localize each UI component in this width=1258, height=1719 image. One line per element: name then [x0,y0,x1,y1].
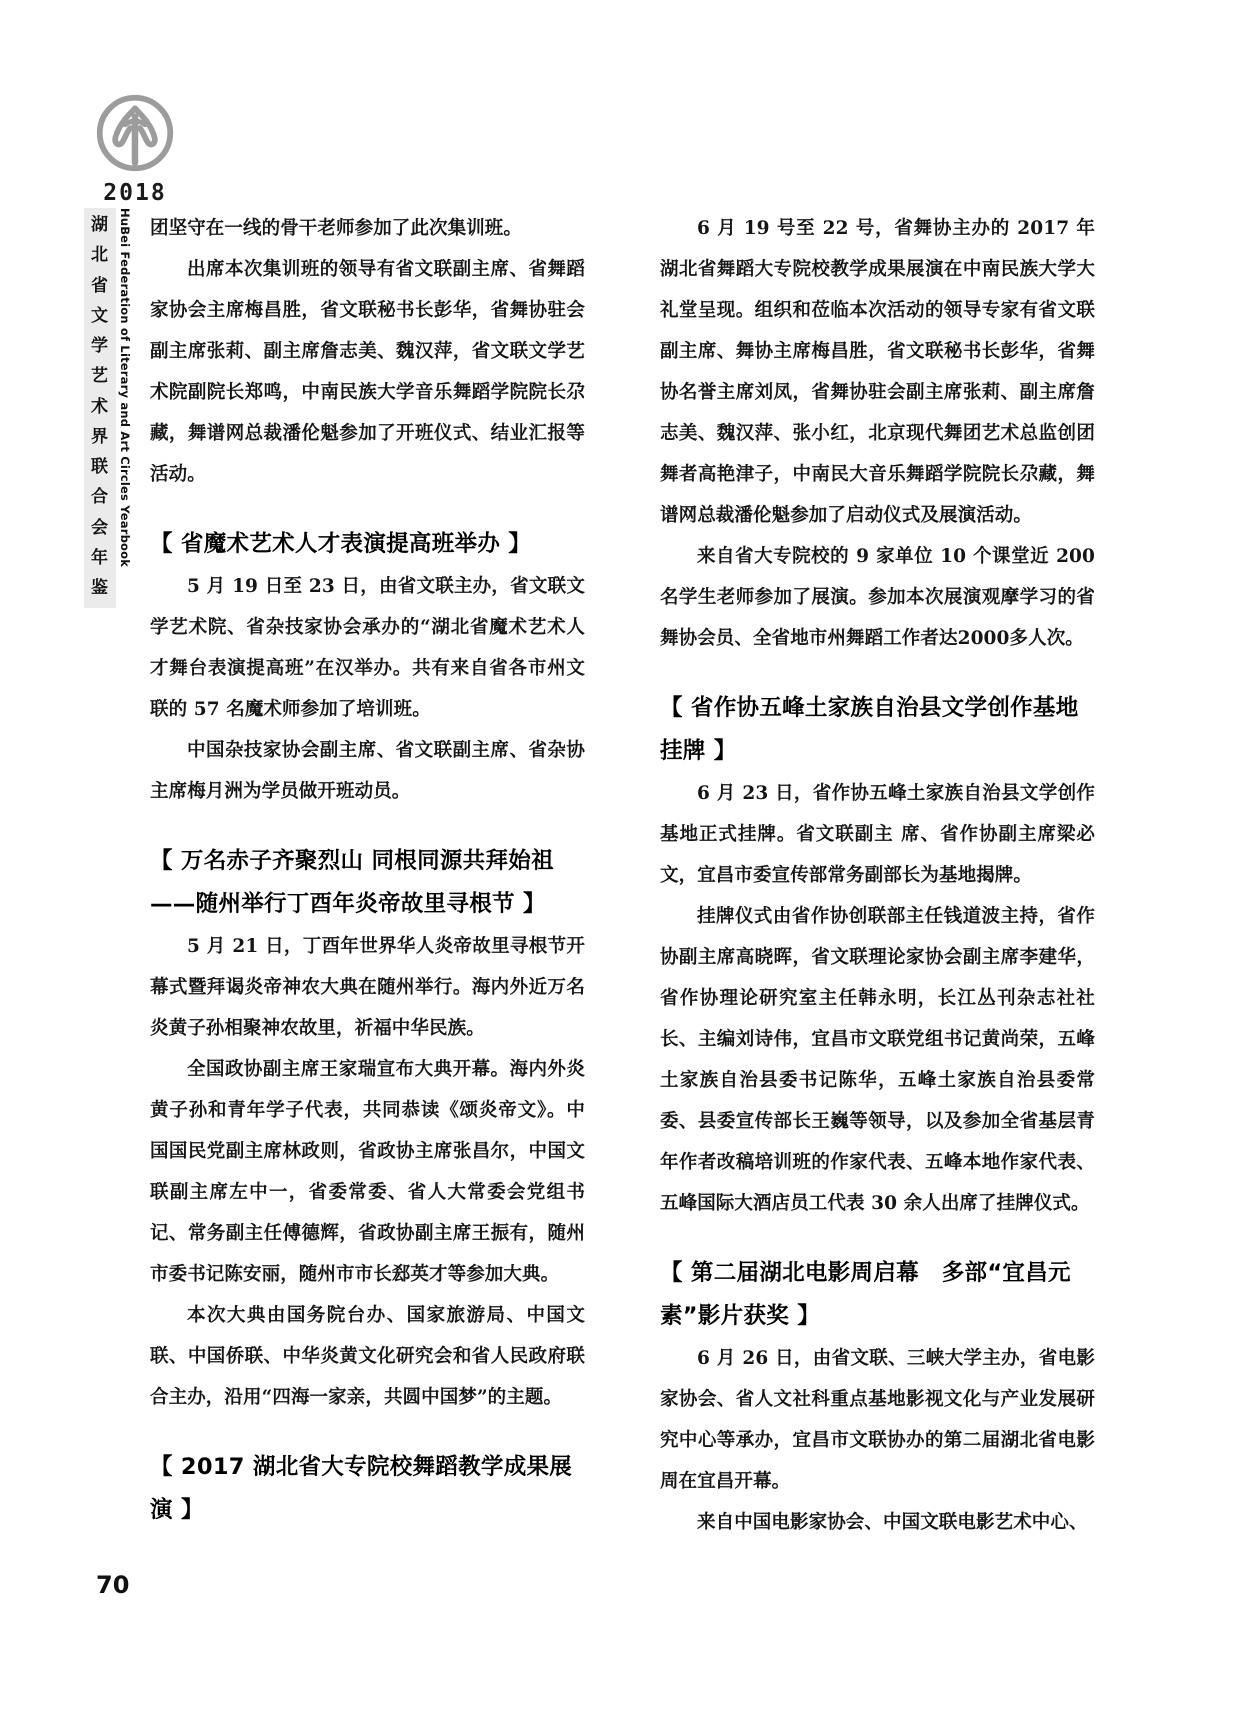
running-head-char-6: 术 [91,396,108,417]
body-paragraph: 6 月 19 号至 22 号，省舞协主办的 2017 年湖北省舞蹈大专院校教学成果展演在中南民族大学大礼堂呈现。组织和莅临本次活动的领导专家有省文联副主席、舞协主席梅昌胜，省文联秘书长彭华，省舞协名誉主席刘凤，省舞协驻会副主席张莉、副主席詹志美、魏汉萍、张小红，北京现代舞团艺术总监创团舞者高艳津子，中南民大音乐舞蹈学院院长尕藏，舞谱网总裁潘伦魁参加了启动仪式及展演活动。 [660,218,1095,526]
running-head-english-wrap [115,208,134,608]
running-head-chinese [84,208,115,603]
body-paragraph: 团坚守在一线的骨干老师参加了此次集训班。 [150,218,523,239]
page-number: 70 [96,1571,130,1599]
vertical-running-head [84,208,136,608]
heading-spacer [150,1418,585,1446]
body-paragraph: 来自中国电影家协会、中国文联电影艺术中心、 [697,1512,1088,1533]
body-paragraph: 5 月 19 日至 23 日，由省文联主办，省文联文学艺术院、省杂技家协会承办的“湖北省魔术艺术人才舞台表演提高班”在汉举办。共有来自省各市州文联的 57 名魔术师参加了培训班。 [150,576,585,720]
hubei-federation-emblem-icon [94,92,176,174]
heading-spacer [660,659,1095,687]
running-head-char-0: 湖 [91,215,108,235]
running-head-char-5: 艺 [91,366,108,387]
running-head-char-11: 年 [91,547,108,568]
running-head-char-12: 鉴 [91,578,108,598]
section-heading: 【 2017 湖北省大专院校舞蹈教学成果展演 】 [150,1454,573,1523]
text-column-left [150,208,585,1532]
running-head-char-7: 界 [91,426,108,447]
body-paragraph: 6 月 23 日，省作协五峰土家族自治县文学创作基地正式挂牌。省文联副主 席、省作协副主席梁必文，宜昌市委宣传部常务副部长为基地揭牌。 [660,783,1095,886]
section-heading: 【 万名赤子齐聚烈山 同根同源共拜始祖——随州举行丁酉年炎帝故里寻根节 】 [150,848,554,917]
body-paragraph: 中国杂技家协会副主席、省文联副主席、省杂协主席梅月洲为学员做开班动员。 [150,740,585,802]
heading-spacer [150,812,585,840]
section-heading: 【 省作协五峰土家族自治县文学创作基地挂牌 】 [660,695,1079,764]
body-paragraph: 6 月 26 日，由省文联、三峡大学主办，省电影家协会、省人文社科重点基地影视文化与产业发展研究中心等承办，宜昌市文联协办的第二届湖北省电影周在宜昌开幕。 [660,1348,1095,1492]
section-heading: 【 省魔术艺术人才表演提高班举办 】 [150,531,532,557]
heading-spacer [150,495,585,523]
running-head-english: HuBei Federation of Literary and Art Circles Yearbook [117,208,132,568]
section-heading: 【 第二届湖北电影周启幕 多部“宜昌元素”影片获奖 】 [660,1260,1071,1329]
body-paragraph: 出席本次集训班的领导有省文联副主席、省舞蹈家协会主席梅昌胜，省文联秘书长彭华，省舞协驻会副主席张莉、副主席詹志美、魏汉萍，省文联文学艺术院副院长郑鸣，中南民族大学音乐舞蹈学院院长尕藏，舞谱网总裁潘伦魁参加了开班仪式、结业汇报等活动。 [150,259,585,485]
running-head-char-1: 北 [91,245,108,266]
body-paragraph: 全国政协副主席王家瑞宣布大典开幕。海内外炎黄子孙和青年学子代表，共同恭读《颂炎帝文》。中国国民党副主席林政则，省政协主席张昌尔，中国文联副主席左中一，省委常委、省人大常委会党组书记、常务副主任傅德辉，省政协副主席王振有，随州市委书记陈安丽，随州市市长郄英才等参加大典。 [150,1059,585,1285]
masthead [70,92,200,206]
body-paragraph: 5 月 21 日，丁酉年世界华人炎帝故里寻根节开幕式暨拜谒炎帝神农大典在随州举行。海内外近万名炎黄子孙相聚神农故里，祈福中华民族。 [150,936,585,1039]
running-head-char-2: 省 [91,275,108,296]
body-paragraph: 挂牌仪式由省作协创联部主任钱道波主持，省作协副主席高晓晖，省文联理论家协会副主席李建华，省作协理论研究室主任韩永明，长江丛刊杂志社社长、主编刘诗伟，宜昌市文联党组书记黄尚荣，五峰土家族自治县委书记陈华，五峰土家族自治县委常委、县委宣传部长王巍等领导，以及参加全省基层青年作者改稿培训班的作家代表、五峰本地作家代表、五峰国际大酒店员工代表 30 余人出席了挂牌仪式。 [660,906,1095,1214]
heading-spacer [660,1224,1095,1252]
body-paragraph: 来自省大专院校的 9 家单位 10 个课堂近 200 名学生老师参加了展演。参加本次展演观摩学习的省舞协会员、全省地市州舞蹈工作者达2000多人次。 [660,546,1095,649]
running-head-char-10: 会 [91,517,108,538]
running-head-char-3: 文 [91,305,108,326]
text-column-right [660,208,1095,1543]
running-head-char-4: 学 [91,336,108,356]
body-paragraph: 本次大典由国务院台办、国家旅游局、中国文联、中国侨联、中华炎黄文化研究会和省人民政府联合主办，沿用“四海一家亲，共圆中国梦”的主题。 [150,1305,585,1408]
running-head-char-9: 合 [91,487,108,508]
logo-year: 2018 [103,180,167,206]
running-head-char-8: 联 [91,457,108,477]
